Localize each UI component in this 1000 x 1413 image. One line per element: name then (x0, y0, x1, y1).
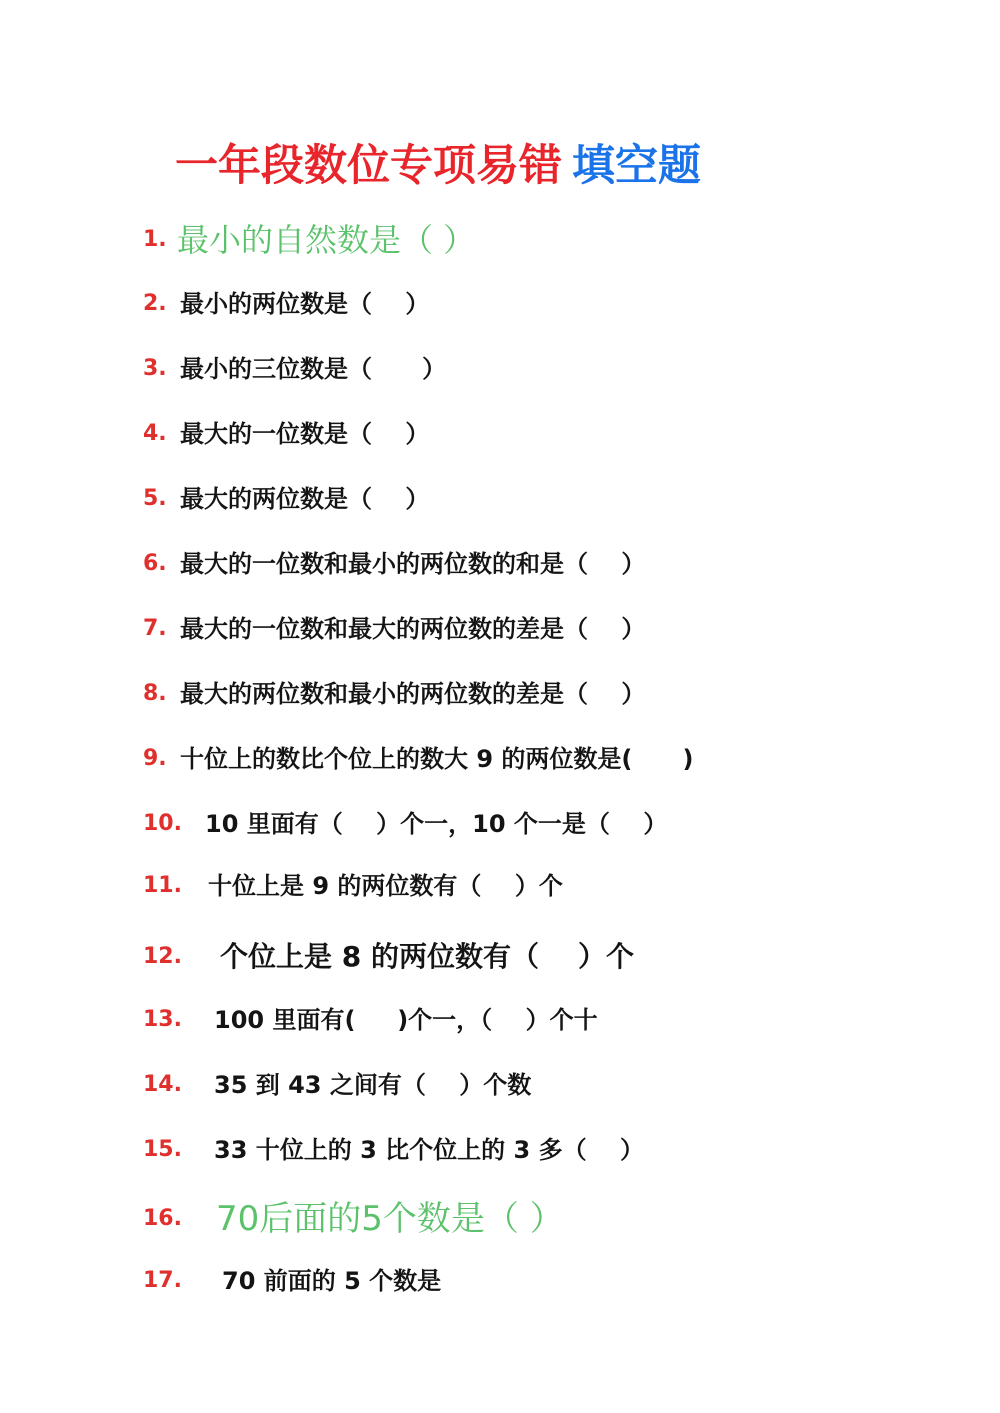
question-number: 9. (143, 746, 167, 771)
question-number: 2. (143, 291, 167, 316)
question-text: 35 到 43 之间有（ ）个数 (214, 1071, 532, 1099)
question-text: 最小的自然数是（ ） (177, 221, 476, 259)
question-number: 1. (143, 227, 167, 252)
question-text: 100 里面有( )个一，（ ）个十 (214, 1006, 598, 1034)
question-text: 最大的一位数是（ ） (180, 420, 430, 448)
question-number: 14. (143, 1072, 182, 1097)
question-number: 6. (143, 551, 167, 576)
question-number: 5. (143, 486, 167, 511)
question-number: 16. (143, 1206, 182, 1231)
title-subtitle: 填空题 (572, 141, 701, 191)
question-text: 最大的两位数是（ ） (180, 485, 430, 513)
question-text: 最大的一位数和最大的两位数的差是（ ） (180, 615, 646, 643)
question-text: 最大的两位数和最小的两位数的差是（ ） (180, 680, 646, 708)
question-number: 17. (143, 1268, 182, 1293)
question-text: 70 前面的 5 个数是 (222, 1267, 442, 1295)
question-number: 4. (143, 421, 167, 446)
question-number: 10. (143, 811, 182, 836)
question-text: 十位上是 9 的两位数有（ ）个 (208, 872, 563, 900)
question-number: 15. (143, 1137, 182, 1162)
question-number: 8. (143, 681, 167, 706)
question-number: 11. (143, 873, 182, 898)
question-text: 10 里面有（ ）个一，10 个一是（ ） (205, 810, 668, 838)
question-text: 最小的两位数是（ ） (180, 290, 430, 318)
question-number: 7. (143, 616, 167, 641)
question-text: 33 十位上的 3 比个位上的 3 多（ ） (214, 1136, 644, 1164)
page-title (175, 138, 701, 194)
question-text: 个位上是 8 的两位数有（ ）个 (220, 940, 634, 973)
title-main: 一年段数位专项易错 (175, 141, 562, 191)
question-number: 3. (143, 356, 167, 381)
question-number: 12. (143, 944, 182, 969)
question-number: 13. (143, 1007, 182, 1032)
question-text: 十位上的数比个位上的数大 9 的两位数是( ) (180, 745, 694, 773)
question-text: 70后面的5个数是（ ） (216, 1199, 564, 1239)
question-text: 最大的一位数和最小的两位数的和是（ ） (180, 550, 646, 578)
question-text: 最小的三位数是（ ） (180, 355, 447, 383)
